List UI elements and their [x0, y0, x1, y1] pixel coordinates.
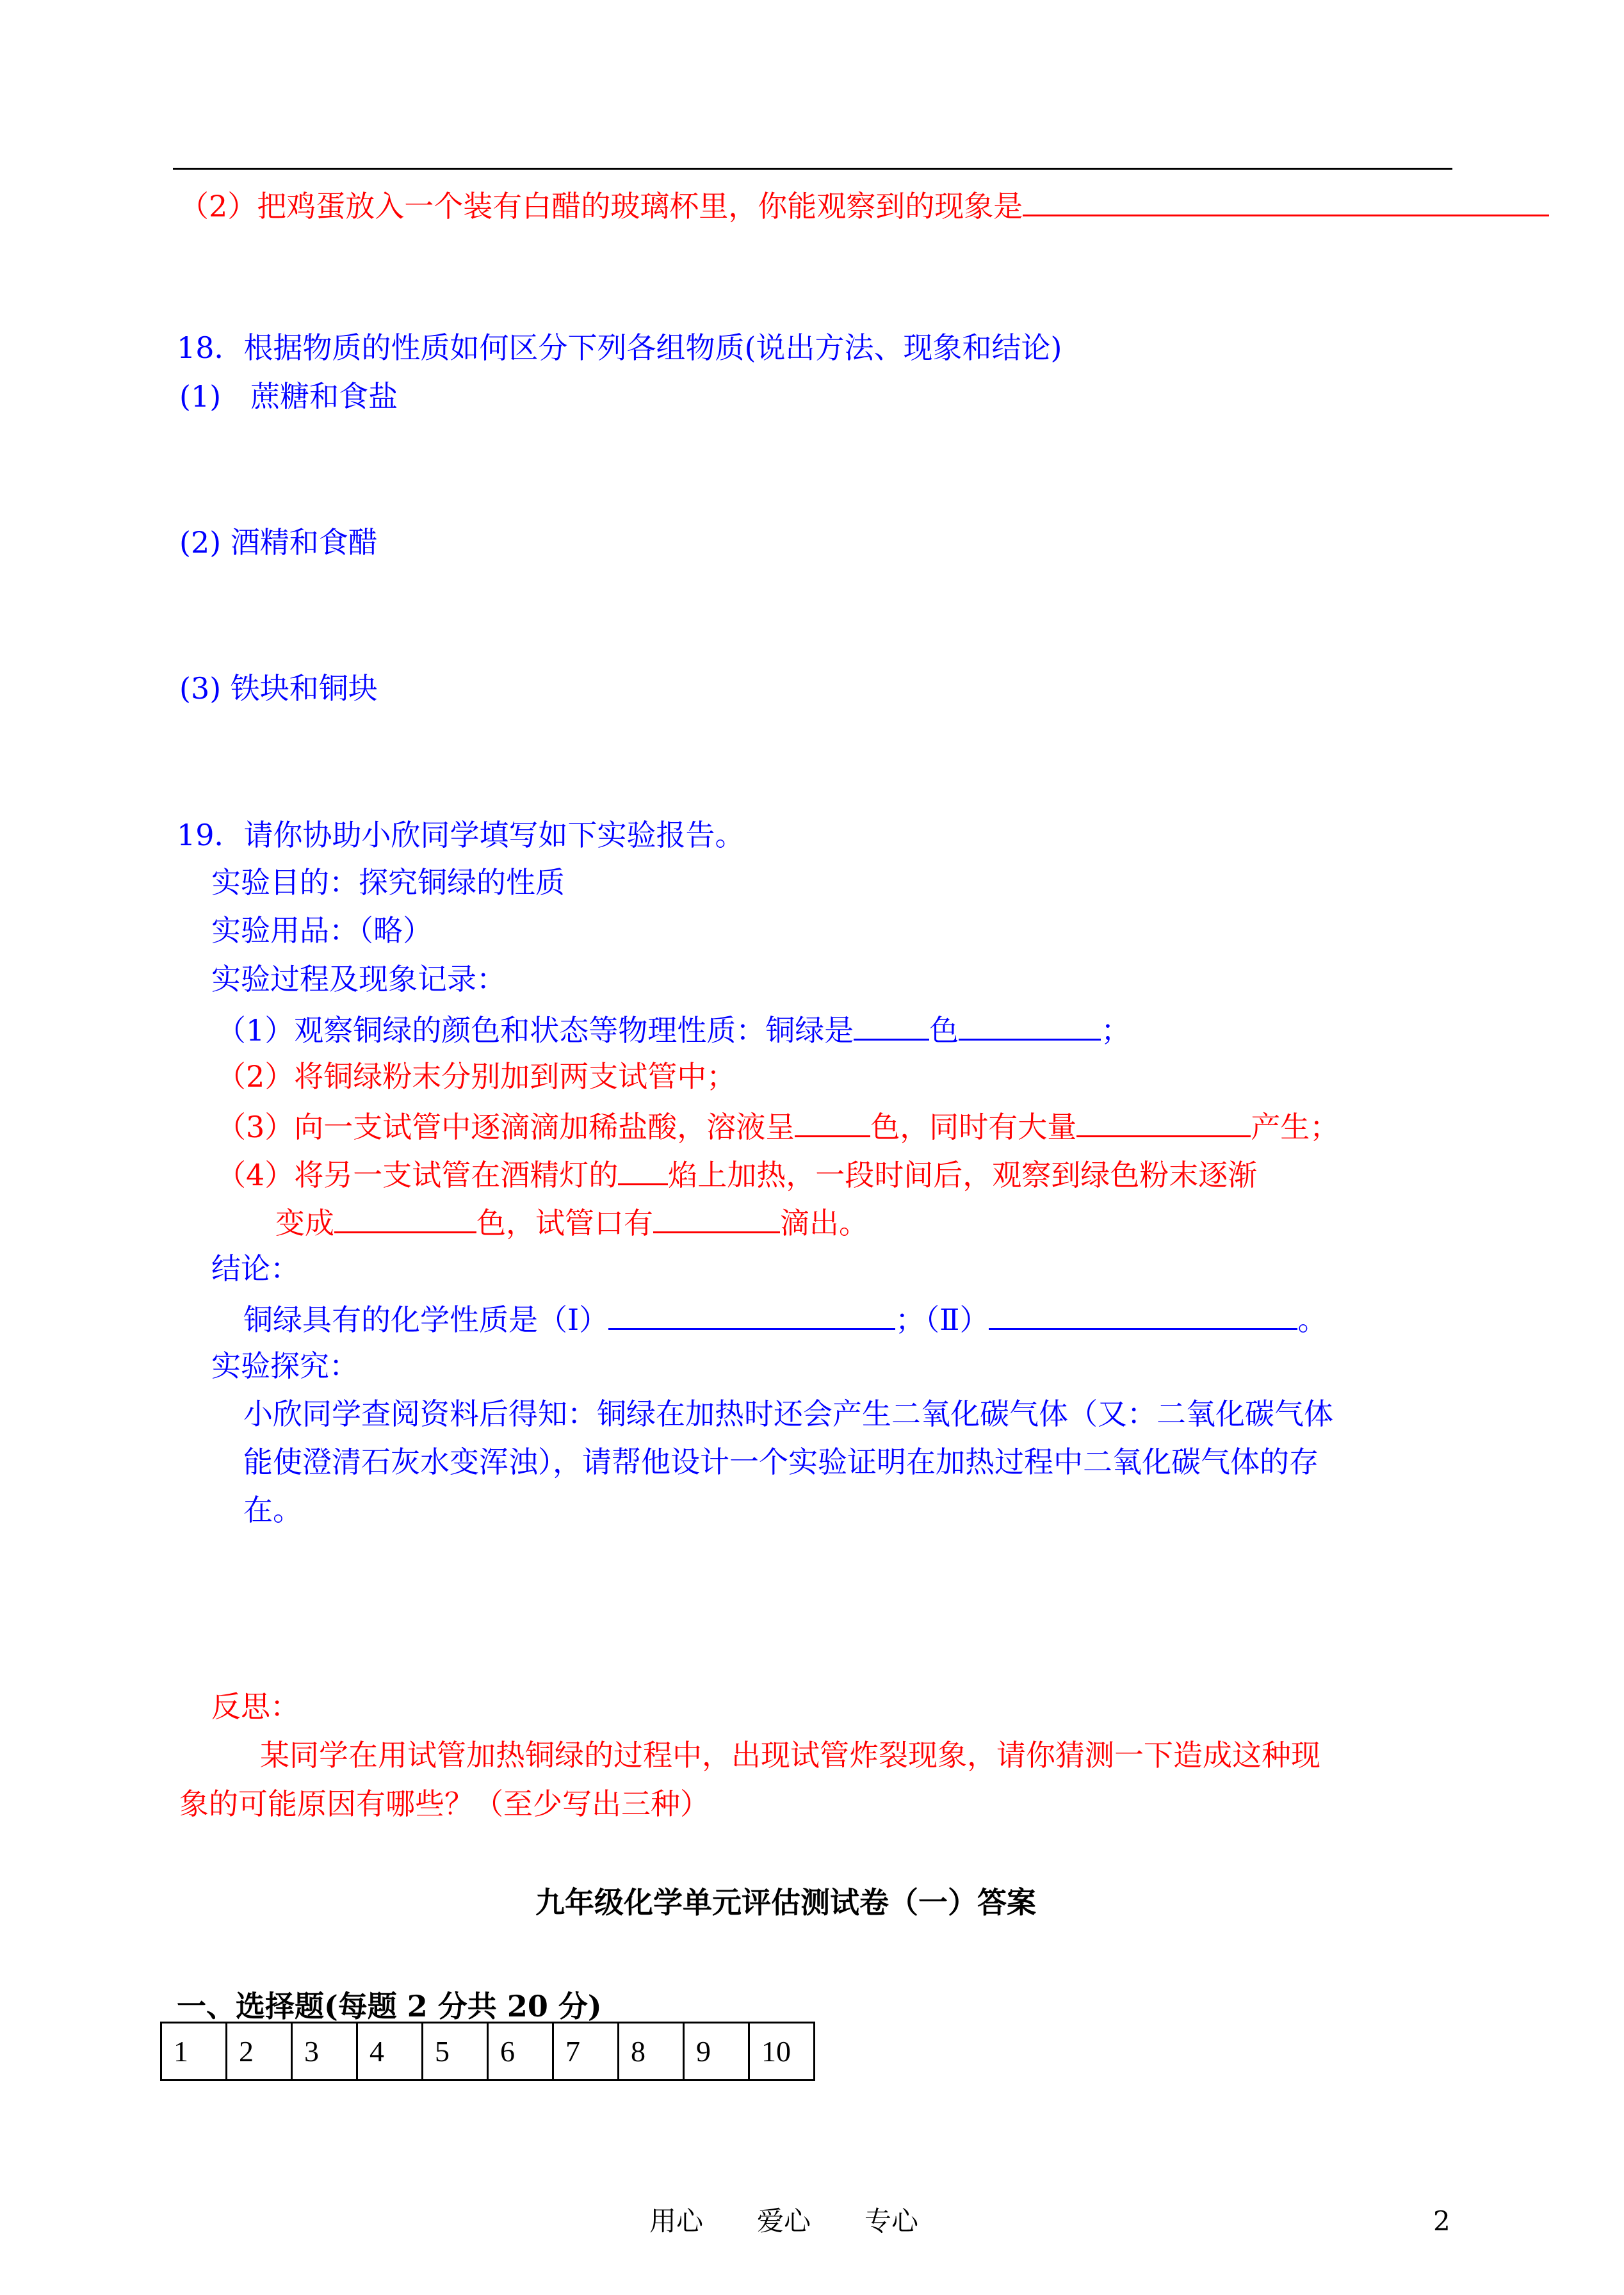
q19-step-4-text-b: 焰上加热，一段时间后，观察到绿色粉末逐渐 — [668, 1158, 1258, 1192]
q19-step-3-blank-color[interactable] — [795, 1110, 870, 1137]
table-cell: 10 — [749, 2023, 815, 2080]
q19-conclusion-text-a: 铜绿具有的化学性质是（Ⅰ） — [243, 1302, 609, 1337]
q19-materials: 实验用品：（略） — [211, 913, 432, 948]
q19-reflect-line: 象的可能原因有哪些？（至少写出三种） — [179, 1787, 710, 1821]
q19-explore-line: 在。 — [243, 1493, 302, 1527]
q18-item-3: (3) 铁块和铜块 — [179, 671, 378, 706]
section-1-title: 一、选择题(每题 2 分共 20 分) — [177, 1989, 602, 2023]
q19-reflect-title: 反思： — [211, 1689, 300, 1724]
table-cell: 8 — [619, 2023, 684, 2080]
q19-step-1-blank-color[interactable] — [854, 1013, 929, 1041]
q19-step-4 — [216, 1158, 1257, 1190]
q19-process-title: 实验过程及现象记录： — [211, 962, 506, 996]
q19-step-4-blank-color[interactable] — [334, 1206, 476, 1233]
q19-conclusion-text-b: ；（Ⅱ） — [895, 1302, 989, 1337]
page-number: 2 — [1433, 2205, 1450, 2237]
q19-conclusion-blank-1[interactable] — [608, 1302, 895, 1330]
answer-title: 九年级化学单元评估测试卷（一）答案 — [535, 1885, 1036, 1920]
q19-explore-line: 小欣同学查阅资料后得知：铜绿在加热时还会产生二氧化碳气体（又：二氧化碳气体 — [243, 1397, 1333, 1431]
table-cell: 4 — [357, 2023, 423, 2080]
q19-step-1-blank-state[interactable] — [959, 1013, 1101, 1041]
q19-step-4-text-a: （4）将另一支试管在酒精灯的 — [216, 1158, 619, 1192]
q19-conclusion-title: 结论： — [211, 1251, 300, 1286]
answer-table — [160, 2022, 815, 2081]
q19-step-3-text-c: 产生； — [1251, 1110, 1340, 1144]
footer-motto: 用心 爱心 专心 — [649, 2205, 919, 2237]
table-cell: 2 — [227, 2023, 292, 2080]
q19-step-3-blank-gas[interactable] — [1076, 1110, 1251, 1137]
q19-step-3-text-b: 色，同时有大量 — [870, 1110, 1077, 1144]
q19-explore-line: 能使澄清石灰水变浑浊），请帮他设计一个实验证明在加热过程中二氧化碳气体的存 — [243, 1445, 1319, 1479]
table-cell: 9 — [684, 2023, 749, 2080]
header-rule — [173, 168, 1452, 170]
q17-answer-blank[interactable] — [1023, 189, 1549, 216]
q19-step-4-blank-flame[interactable] — [618, 1158, 668, 1185]
table-cell: 7 — [553, 2023, 619, 2080]
q19-step-4-blank-drops[interactable] — [653, 1206, 780, 1233]
q19-step-1-text-a: （1）观察铜绿的颜色和状态等物理性质：铜绿是 — [216, 1013, 854, 1048]
q19-step-1 — [216, 1013, 1131, 1048]
q19-step-1-text-b: 色 — [929, 1013, 959, 1048]
q19-title: 19．请你协助小欣同学填写如下实验报告。 — [177, 818, 745, 852]
q18-item-1: (1) 蔗糖和食盐 — [179, 379, 398, 414]
q17-item-2-text: （2）把鸡蛋放入一个装有白醋的玻璃杯里，你能观察到的现象是 — [179, 189, 1023, 223]
q19-explore-title: 实验探究： — [211, 1349, 359, 1383]
q17-item-2 — [179, 189, 1549, 221]
q18-item-2: (2) 酒精和食醋 — [179, 525, 378, 560]
q19-step-4-cont-text-b: 色，试管口有 — [476, 1206, 653, 1240]
q19-step-4-cont-text-c: 滴出。 — [780, 1206, 868, 1240]
table-cell: 6 — [488, 2023, 553, 2080]
q19-step-4-cont-text-a: 变成 — [275, 1206, 334, 1240]
q19-step-2: （2）将铜绿粉末分别加到两支试管中； — [216, 1059, 736, 1094]
q19-step-3-text-a: （3）向一支试管中逐滴滴加稀盐酸，溶液呈 — [216, 1110, 795, 1144]
q19-conclusion-blank-2[interactable] — [989, 1302, 1297, 1330]
q19-reflect-line: 某同学在用试管加热铜绿的过程中，出现试管炸裂现象，请你猜测一下造成这种现 — [260, 1738, 1320, 1772]
q19-step-1-text-c: ； — [1101, 1013, 1131, 1048]
table-cell: 5 — [423, 2023, 488, 2080]
table-row — [161, 2023, 815, 2080]
q19-purpose: 实验目的：探究铜绿的性质 — [211, 865, 565, 900]
q19-step-3 — [216, 1110, 1339, 1142]
q18-title: 18．根据物质的性质如何区分下列各组物质(说出方法、现象和结论) — [177, 330, 1062, 365]
q19-conclusion-text-c: 。 — [1297, 1302, 1328, 1337]
table-cell: 1 — [161, 2023, 227, 2080]
q19-conclusion — [243, 1302, 1328, 1337]
q19-step-4-continued — [275, 1206, 868, 1238]
table-cell: 3 — [292, 2023, 357, 2080]
